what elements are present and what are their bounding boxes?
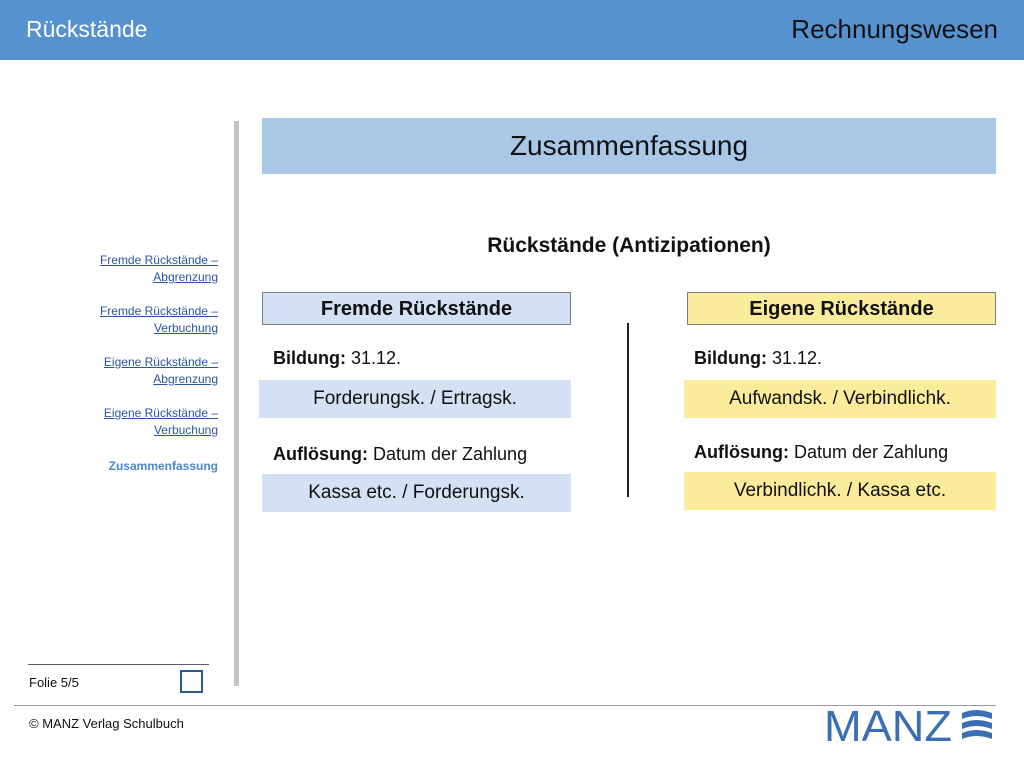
fremde-bildung-entry: Forderungsk. / Ertragsk. bbox=[259, 380, 571, 418]
sidebar-divider bbox=[234, 121, 239, 686]
sidebar-item-line: Abgrenzung bbox=[153, 270, 218, 284]
sidebar-item-eigene-abgrenzung[interactable] bbox=[40, 354, 218, 388]
sidebar-item-line: Verbuchung bbox=[153, 321, 218, 335]
aufloesung-value: Datum der Zahlung bbox=[794, 442, 949, 462]
square-outline-icon[interactable] bbox=[180, 670, 203, 693]
aufloesung-value: Datum der Zahlung bbox=[373, 444, 528, 464]
bildung-key: Bildung: bbox=[273, 348, 346, 368]
fremde-heading: Fremde Rückstände bbox=[262, 292, 571, 325]
slide-subtitle: Rückstände (Antizipationen) bbox=[487, 234, 771, 257]
fremde-aufloesung-label bbox=[273, 444, 527, 465]
slide-title: Zusammenfassung bbox=[262, 118, 996, 174]
eigene-heading: Eigene Rückstände bbox=[687, 292, 996, 325]
bildung-key: Bildung: bbox=[694, 348, 767, 368]
footer-separator bbox=[28, 664, 209, 665]
sidebar-item-line: Eigene Rückstände – bbox=[103, 355, 218, 369]
sidebar-item-fremde-verbuchung[interactable] bbox=[40, 303, 218, 337]
sidebar-item-zusammenfassung[interactable]: Zusammenfassung bbox=[108, 459, 218, 473]
sidebar-item-fremde-abgrenzung[interactable] bbox=[40, 252, 218, 286]
sidebar-item-line: Verbuchung bbox=[153, 423, 218, 437]
fremde-aufloesung-entry: Kassa etc. / Forderungsk. bbox=[262, 474, 571, 512]
bildung-value: 31.12. bbox=[351, 348, 402, 368]
sidebar-item-line: Fremde Rückstände – bbox=[99, 304, 218, 318]
sidebar-item-line: Fremde Rückstände – bbox=[99, 253, 218, 267]
eigene-bildung-label bbox=[694, 348, 822, 369]
slide-number: Folie 5/5 bbox=[29, 675, 79, 690]
sidebar-item-line: Eigene Rückstände – bbox=[103, 406, 218, 420]
eigene-bildung-entry: Aufwandsk. / Verbindlichk. bbox=[684, 380, 996, 418]
sidebar-item-eigene-verbuchung[interactable] bbox=[40, 405, 218, 439]
manz-wave-icon bbox=[962, 710, 992, 739]
column-divider bbox=[627, 323, 629, 497]
header-bar bbox=[0, 0, 1024, 60]
eigene-aufloesung-entry: Verbindlichk. / Kassa etc. bbox=[684, 472, 996, 510]
copyright: © MANZ Verlag Schulbuch bbox=[29, 716, 184, 731]
section-title: Rückstände bbox=[26, 16, 148, 42]
subject-title: Rechnungswesen bbox=[791, 14, 998, 44]
aufloesung-key: Auflösung: bbox=[694, 442, 789, 462]
svg-text:MANZ: MANZ bbox=[824, 705, 952, 745]
aufloesung-key: Auflösung: bbox=[273, 444, 368, 464]
bildung-value: 31.12. bbox=[772, 348, 823, 368]
manz-logo bbox=[824, 705, 999, 750]
eigene-aufloesung-label bbox=[694, 442, 948, 463]
fremde-bildung-label bbox=[273, 348, 401, 369]
sidebar-item-line: Abgrenzung bbox=[153, 372, 218, 386]
